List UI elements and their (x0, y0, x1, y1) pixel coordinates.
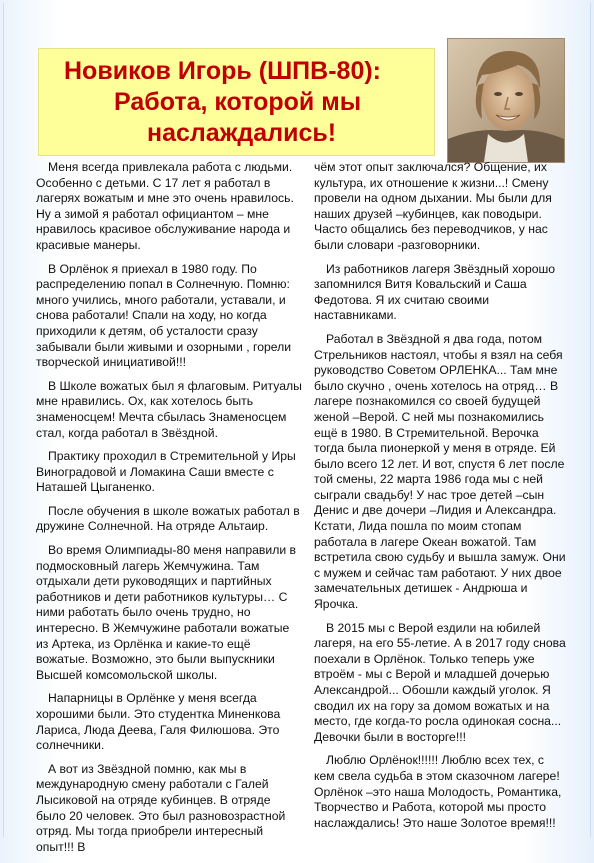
article-paragraph: В 2015 мы с Верой ездили на юбилей лагеря, на его 55-летие. А в 2017 году снова поехали в Орлёнок. Только теперь уже втроём - мы с Верой и младшей дочерью Александрой... Обошли каждый уголок. Я сводил их на гору за домом вожатых и на место, где когда-то росла одинокая сосна... Девочки были в восторге!!! (314, 620, 566, 744)
article-paragraph: Меня всегда привлекала работа с людьми. Особенно с детьми. С 17 лет я работал в лагерях вожатым и мне это очень нравилось. Ну а зимой я работал официантом – мне нравилось красивое обслуживание народа и красивые манеры. (36, 160, 294, 252)
article-paragraph: Из работников лагеря Звёздный хорошо запомнился Витя Ковальский и Саша Федотова. Я их считаю своими наставниками. (314, 261, 556, 323)
title-line-2: Работа, которой мы (114, 88, 362, 116)
title-line-3: наслаждались! (147, 119, 337, 147)
article-paragraph: А вот из Звёздной помню, как мы в международную смену работали с Галей Лысиковой на отряде кубинцев. В отряде было 20 человек. Это был разновозрастной отряд. Мы тогда приобрели интересный опыт!!! В (36, 761, 286, 854)
portrait-illustration (448, 39, 564, 162)
article-paragraph: После обучения в школе вожатых работал в дружине Солнечной. На отряде Альтаир. (36, 503, 300, 534)
article-paragraph: Во время Олимпиады-80 меня направили в подмосковный лагерь Жемчужина. Там отдыхали дети руководящих и партийных работников и дети работников культуры… С ними работать было очень трудно, но интересно. В Жемчужине работали вожатые из Артека, из Орлёнка и какие-то ещё вожатые. Возможно, это были выпускники Высшей комсомольской школы. (36, 543, 296, 682)
article-paragraph: Люблю Орлёнок!!!!!! Люблю всех тех, с кем свела судьба в этом сказочном лагере! Орлёнок –это наша Молодость, Романтика, Творчество и Работа, которой мы просто наслаждались! Это наше Золотое время!!! (314, 753, 562, 830)
article-column-right (314, 160, 568, 839)
article-paragraph: В Орлёнок я приехал в 1980 году. По распределению попал в Солнечную. Помню: много учились, много работали, уставали, и снова работали! Спали на ходу, но когда приходили к детям, об усталости сразу забывали были живыми и озорными , горели творческой инициативой!!! (36, 261, 292, 370)
article-paragraph-continued: чём этот опыт заключался? Общение, их культура, их отношение к жизни...! Смену провели на одном дыхании. Мы были для наших друзей –кубинцев, как поводыри. Часто общались без переводчиков, у нас были словари -разговорники. (314, 160, 552, 252)
article-paragraph: Напарницы в Орлёнке у меня всегда хорошими были. Это студентка Миненкова Лариса, Люда Деева, Галя Филюшова. Это солнечники. (36, 691, 281, 753)
title-banner (38, 48, 435, 156)
article-paragraph: Работал в Звёздной я два года, потом Стрельников настоял, чтобы я взял на себя руководство Советом ОРЛЕНКА... Там мне было скучно , очень хотелось на отряд… В лагере познакомился со своей будущей женой –Верой. С ней мы познакомились ещё в 1980. В Стремительной. Верочка тогда была пионеркой у меня в отряде. Ей было всего 12 лет. И вот, спустя 6 лет после той смены, 22 марта 1986 года мы с ней сыграли свадьбу! У нас трое детей –сын Денис и две дочери –Лидия и Александра. Кстати, Лида пошла по моим стопам работала в лагере Океан вожатой. Там встретила свою судьбу и вышла замуж. Они с мужем и сейчас там работают. У них двое замечательных детишек - Андрюша и Ярочка. (314, 331, 566, 612)
article-paragraph: В Школе вожатых был я флаговым. Ритуалы мне нравились. Ох, как хотелось быть знаменосцем! Мечта сбылась Знаменосцем стал, когда работал в Звёздной. (36, 378, 302, 440)
article-paragraph: Практику проходил в Стремительной у Иры Виноградовой и Ломакина Саши вместе с Наташей Цыганенко. (36, 449, 296, 495)
article-column-left (36, 160, 303, 863)
portrait-photo (447, 38, 565, 163)
title-line-1: Новиков Игорь (ШПВ-80): (64, 57, 381, 85)
